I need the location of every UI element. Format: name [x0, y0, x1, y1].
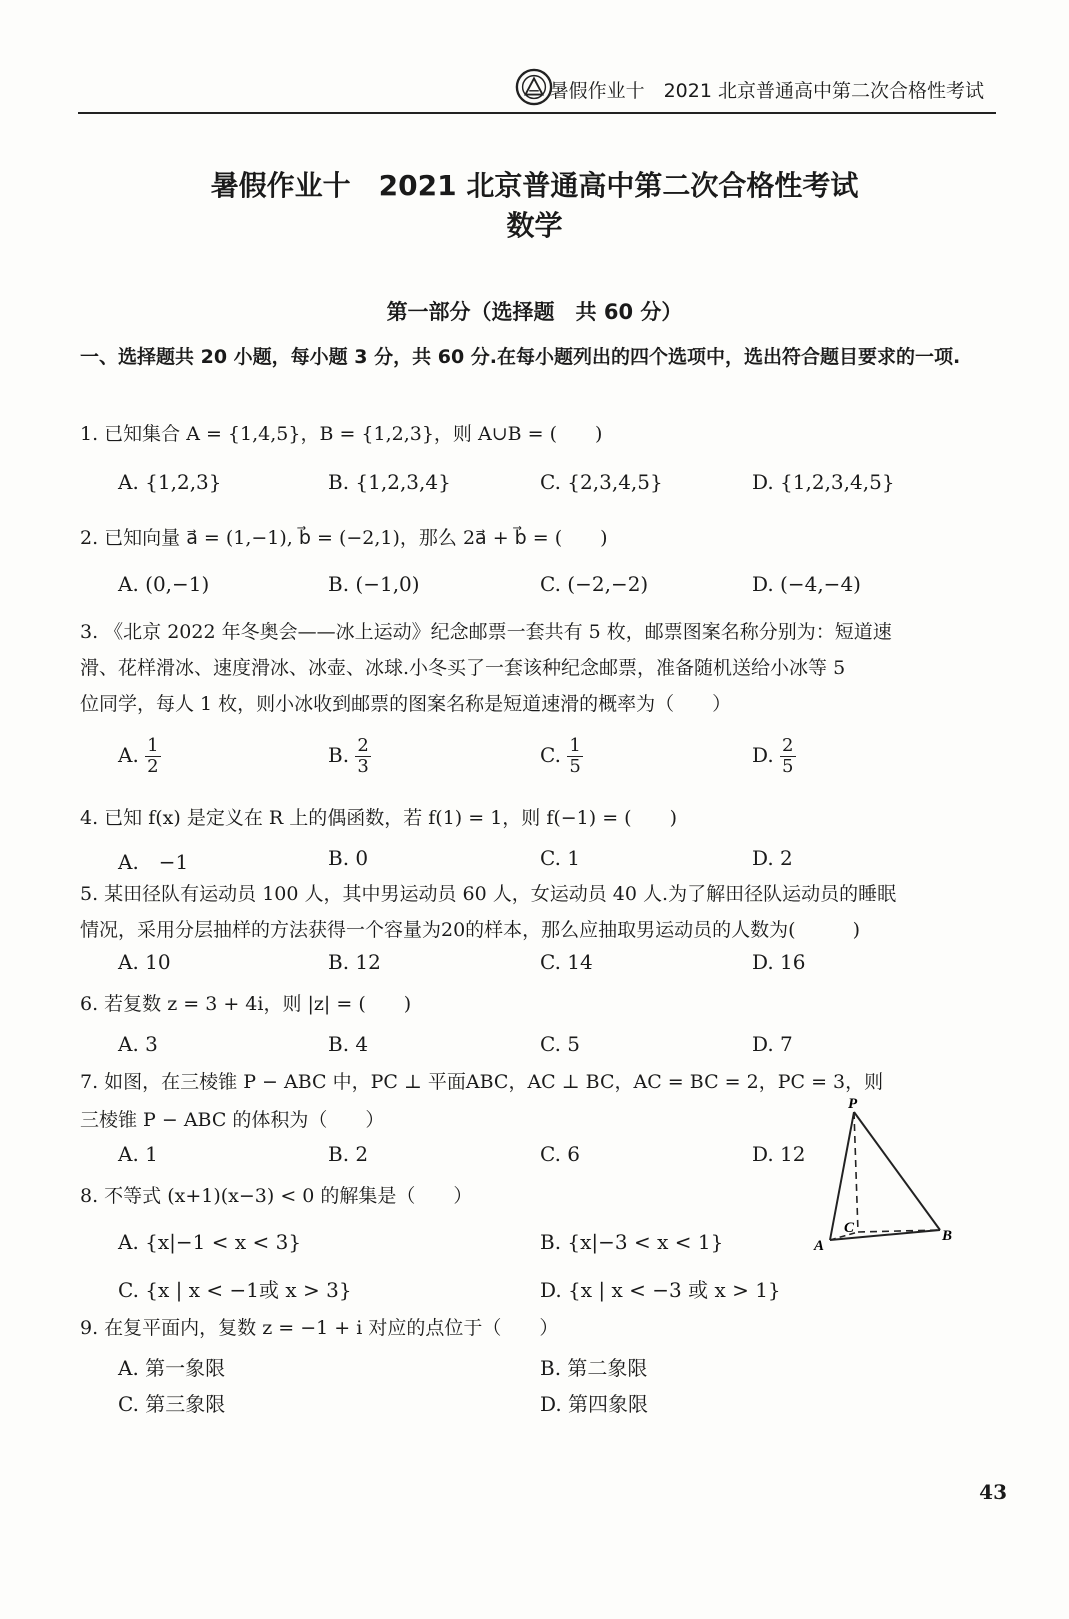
section-title: 第一部分（选择题 共 60 分）	[386, 300, 683, 324]
question-3-option-c: C. $\frac{1}{5}$	[540, 735, 581, 777]
question-8-option-a: A. {x|−1 < x < 3}	[118, 1230, 302, 1254]
question-5-option-d: D. 16	[752, 950, 806, 974]
label-c: C	[844, 1220, 855, 1236]
question-2-option-d: D. (−4,−4)	[752, 572, 861, 596]
running-header	[78, 68, 996, 114]
label-a: A	[814, 1238, 825, 1254]
question-1-stem: 1. 已知集合 A = {1,4,5}，B = {1,2,3}，则 A∪B = ( )	[80, 423, 603, 445]
question-7-option-d: D. 12	[752, 1142, 806, 1166]
question-7-option-b: B. 2	[328, 1142, 369, 1166]
question-6-option-b: B. 4	[328, 1032, 369, 1056]
question-4-stem: 4. 已知 f(x) 是定义在 R 上的偶函数，若 f(1) = 1，则 f(−1) = ( )	[80, 807, 678, 829]
question-5-stem-line-1: 5. 某田径队有运动员 100 人，其中男运动员 60 人，女运动员 40 人.为了解田径队运动员的睡眠	[80, 883, 897, 905]
question-3-stem-line-1: 3. 《北京 2022 年冬奥会——冰上运动》纪念邮票一套共有 5 枚，邮票图案名称分别为：短道速	[80, 621, 892, 643]
header-title: 暑假作业十 2021 北京普通高中第二次合格性考试	[549, 80, 984, 102]
school-logo-icon	[515, 68, 553, 106]
question-6-option-a: A. 3	[118, 1032, 158, 1056]
question-9-option-d: D. 第四象限	[540, 1392, 649, 1416]
question-8-option-d: D. {x | x < −3 或 x > 1}	[540, 1278, 781, 1302]
question-1-option-b: B. {1,2,3,4}	[328, 470, 451, 494]
question-7-option-c: C. 6	[540, 1142, 581, 1166]
question-1-option-d: D. {1,2,3,4,5}	[752, 470, 895, 494]
tetrahedron-figure	[808, 1090, 968, 1260]
question-9-stem: 9. 在复平面内，复数 z = −1 + i 对应的点位于（ ）	[80, 1317, 559, 1339]
page-title: 暑假作业十 2021 北京普通高中第二次合格性考试	[210, 169, 859, 202]
question-7-option-a: A. 1	[118, 1142, 158, 1166]
question-2-option-c: C. (−2,−2)	[540, 572, 649, 596]
question-2-option-b: B. (−1,0)	[328, 572, 420, 596]
question-5-stem-line-2: 情况，采用分层抽样的方法获得一个容量为20的样本，那么应抽取男运动员的人数为( )	[80, 919, 861, 941]
subject-title: 数学	[506, 209, 563, 242]
question-5-option-c: C. 14	[540, 950, 593, 974]
question-4-option-a: A. −1	[118, 850, 189, 874]
page-number: 43	[979, 1480, 1007, 1504]
question-7-stem-line-2: 三棱锥 P − ABC 的体积为（ ）	[80, 1109, 385, 1131]
question-8-option-b: B. {x|−3 < x < 1}	[540, 1230, 724, 1254]
question-3-option-a: A. $\frac{1}{2}$	[118, 735, 159, 777]
question-9-option-b: B. 第二象限	[540, 1356, 648, 1380]
question-3-option-b: B. $\frac{2}{3}$	[328, 735, 369, 777]
label-p: P	[848, 1096, 858, 1112]
question-5-option-b: B. 12	[328, 950, 381, 974]
question-4-option-b: B. 0	[328, 846, 369, 870]
question-6-stem: 6. 若复数 z = 3 + 4i，则 |z| = ( )	[80, 993, 412, 1015]
question-8-stem: 8. 不等式 (x+1)(x−3) < 0 的解集是（ ）	[80, 1185, 473, 1207]
question-8-option-c: C. {x | x < −1或 x > 3}	[118, 1278, 352, 1302]
question-3-stem-line-3: 位同学，每人 1 枚，则小冰收到邮票的图案名称是短道速滑的概率为（ ）	[80, 693, 732, 715]
question-9-option-c: C. 第三象限	[118, 1392, 226, 1416]
question-6-option-d: D. 7	[752, 1032, 793, 1056]
question-6-option-c: C. 5	[540, 1032, 581, 1056]
question-2-stem: 2. 已知向量 a⃗ = (1,−1), b⃗ = (−2,1)，那么 2a⃗ + b⃗ = ( )	[80, 527, 608, 549]
question-3-option-d: D. $\frac{2}{5}$	[752, 735, 794, 777]
question-7-stem-line-1: 7. 如图，在三棱锥 P − ABC 中，PC ⊥ 平面ABC，AC ⊥ BC，AC = BC = 2，PC = 3，则	[80, 1071, 884, 1093]
question-3-stem-line-2: 滑、花样滑冰、速度滑冰、冰壶、冰球.小冬买了一套该种纪念邮票，准备随机送给小冰等 5	[80, 657, 846, 679]
question-4-option-c: C. 1	[540, 846, 581, 870]
instruction-text: 一、选择题共 20 小题，每小题 3 分，共 60 分.在每小题列出的四个选项中，选出符合题目要求的一项.	[80, 346, 961, 368]
question-1-option-c: C. {2,3,4,5}	[540, 470, 663, 494]
label-b: B	[942, 1228, 953, 1244]
question-2-option-a: A. (0,−1)	[118, 572, 210, 596]
edge-pb	[854, 1112, 940, 1230]
edge-pc	[854, 1112, 858, 1232]
question-1-option-a: A. {1,2,3}	[118, 470, 222, 494]
question-9-option-a: A. 第一象限	[118, 1356, 226, 1380]
question-4-option-d: D. 2	[752, 846, 793, 870]
question-5-option-a: A. 10	[118, 950, 171, 974]
